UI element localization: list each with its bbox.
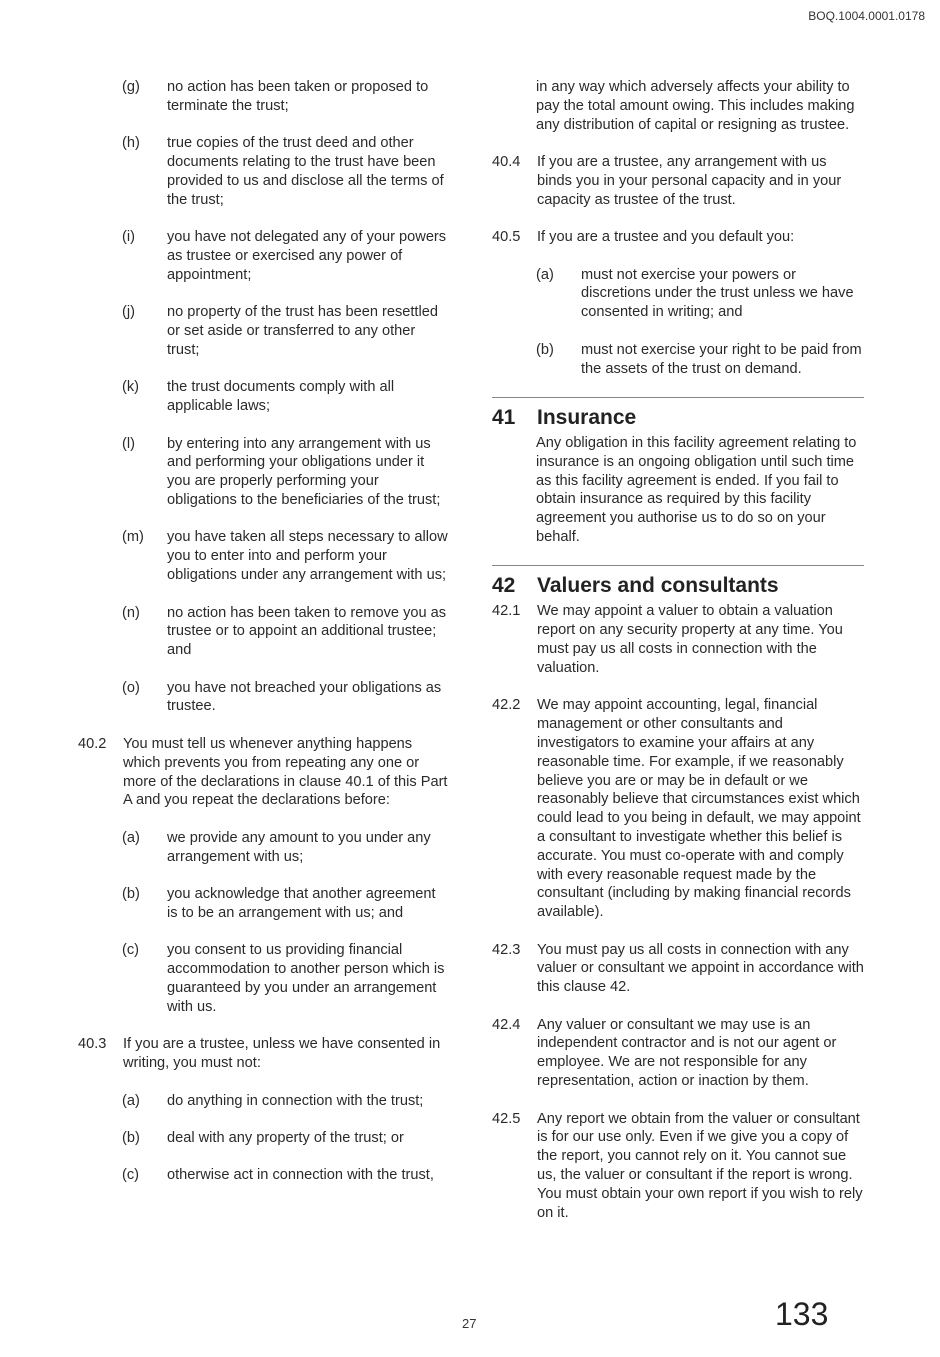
item-text: must not exercise your powers or discretions under the trust unless we have consented in writing; and: [581, 266, 854, 321]
clause-item: [78, 1092, 450, 1111]
item-number: (k): [122, 379, 140, 396]
clause-text: Any report we obtain from the valuer or consultant is for our use only. Even if we give you a copy of the report, you cannot rely on it. You cannot sue us, the valuer or consultant if the report is wrong. You must obtain your own report if you wish to rely on it.: [537, 1110, 863, 1221]
item-text: you consent to us providing financial accommodation to another person which is guaranteed by you under an arrangement with us.: [167, 942, 445, 1015]
section-number: 41: [492, 406, 516, 429]
item-number: (o): [122, 679, 140, 696]
item-text: true copies of the trust deed and other documents relating to the trust have been provided to us and disclose all the terms of the trust;: [167, 135, 444, 208]
clause-42-1: [492, 602, 864, 677]
item-text: you have not breached your obligations as trustee.: [167, 679, 442, 715]
left-column: [78, 78, 450, 1204]
clause-40-3-continuation: in any way which adversely affects your ability to pay the total amount owing. This includes making any distribution of capital or resigning as trustee.: [536, 79, 855, 133]
clause-item: [492, 341, 864, 379]
item-number: (n): [122, 604, 140, 621]
clause-number: 42.4: [492, 1016, 521, 1033]
clause-item: [78, 435, 450, 510]
item-number: (c): [122, 1167, 140, 1184]
item-number: (h): [122, 135, 140, 152]
clause-number: 42.5: [492, 1110, 521, 1127]
clause-number: 40.4: [492, 154, 521, 171]
clause-42-3: [492, 941, 864, 997]
clause-text: We may appoint accounting, legal, financial management or other consultants and investigators to examine your affairs at any reasonable time. For example, if we reasonably believe you are or may be in default or we reasonably believe that circumstances exist which could lead to you being in default, we may appoint a consultant to investigate whether this belief is accurate. You must co-operate with and comply with every reasonable request made by the consultant (including by making financial records available).: [537, 697, 861, 921]
clause-number: 42.2: [492, 697, 521, 714]
clause-number: 42.1: [492, 603, 521, 620]
clause-item: [492, 266, 864, 322]
item-number: (c): [122, 942, 140, 959]
clause-number: 40.5: [492, 229, 521, 246]
item-text: the trust documents comply with all applicable laws;: [167, 379, 395, 415]
section-title: Valuers and consultants: [537, 574, 779, 598]
section-title: Insurance: [537, 406, 637, 429]
clause-text: We may appoint a valuer to obtain a valuation report on any security property at any time. You must pay us all costs in connection with the valuation.: [537, 603, 843, 676]
section-41: [492, 397, 864, 547]
clause-42-2: [492, 696, 864, 922]
item-text: we provide any amount to you under any arrangement with us;: [167, 829, 431, 865]
section-heading: [492, 406, 864, 430]
item-text: you have not delegated any of your powers as trustee or exercised any power of appointment;: [167, 229, 447, 283]
item-number: (g): [122, 79, 140, 95]
item-number: (b): [122, 886, 140, 903]
item-text: by entering into any arrangement with us and performing your obligations under it you are properly performing your obligations to the beneficiaries of the trust;: [167, 435, 441, 508]
clause-item: [78, 528, 450, 584]
clause-40-5: [492, 228, 864, 247]
right-column: [492, 78, 864, 1241]
clause-item: [78, 829, 450, 867]
item-text: no action has been taken or proposed to terminate the trust;: [167, 79, 429, 114]
section-body: Any obligation in this facility agreement relating to insurance is an ongoing obligation until such time as this facility agreement is ended. If you fail to obtain insurance as required by this facility agreement you authorise us to do so on your behalf.: [536, 435, 857, 545]
item-text: deal with any property of the trust; or: [167, 1129, 404, 1146]
clause-item: [78, 1166, 450, 1185]
clause-item: [78, 941, 450, 1016]
item-number: (a): [122, 829, 140, 846]
page-number: 27: [462, 1316, 477, 1331]
clause-42-4: [492, 1016, 864, 1091]
section-heading: [492, 574, 864, 598]
item-number: (l): [122, 435, 135, 452]
clause-number: 40.2: [78, 735, 107, 752]
clause-text: If you are a trustee, any arrangement with us binds you in your personal capacity and in your capacity as trustee of the trust.: [537, 154, 842, 208]
clause-item: [78, 228, 450, 284]
clause-item: [78, 134, 450, 209]
item-number: (a): [536, 266, 554, 283]
clause-text: You must pay us all costs in connection with any valuer or consultant we appoint in accordance with this clause 42.: [537, 941, 864, 996]
item-text: you have taken all steps necessary to allow you to enter into and perform your obligations under any arrangement with us;: [167, 529, 448, 584]
clause-item: [78, 885, 450, 923]
section-number: 42: [492, 574, 516, 598]
clause-text: If you are a trustee and you default you:: [537, 229, 795, 246]
clause-number: 42.3: [492, 941, 521, 958]
clause-text: You must tell us whenever anything happens which prevents you from repeating any one or more of the declarations in clause 40.1 of this Part A and you repeat the declarations before:: [123, 735, 448, 809]
section-42: [492, 565, 864, 1222]
clause-42-5: [492, 1110, 864, 1223]
item-number: (j): [122, 304, 135, 321]
item-text: must not exercise your right to be paid from the assets of the trust on demand.: [581, 341, 862, 377]
item-number: (b): [536, 341, 554, 358]
clause-item: [78, 604, 450, 660]
document-page-number: 133: [775, 1296, 829, 1332]
clause-text: Any valuer or consultant we may use is an independent contractor and is not our agent or employee. We are not responsible for any representation, action or inaction by them.: [537, 1016, 837, 1090]
item-number: (m): [122, 529, 144, 546]
clause-item: [78, 679, 450, 717]
item-text: do anything in connection with the trust;: [167, 1092, 424, 1109]
item-text: otherwise act in connection with the trust,: [167, 1167, 434, 1184]
item-number: (b): [122, 1129, 140, 1146]
clause-40-2: [78, 735, 450, 810]
clause-text: If you are a trustee, unless we have consented in writing, you must not:: [123, 1036, 441, 1072]
item-number: (i): [122, 229, 135, 246]
item-text: you acknowledge that another agreement is to be an arrangement with us; and: [167, 886, 436, 921]
clause-item: [78, 303, 450, 359]
item-text: no property of the trust has been resettled or set aside or transferred to any other trust;: [167, 304, 438, 358]
clause-40-3: [78, 1035, 450, 1073]
item-number: (a): [122, 1092, 140, 1109]
item-text: no action has been taken to remove you as trustee or to appoint an additional trustee; and: [167, 604, 447, 659]
clause-item: [78, 378, 450, 416]
document-id: BOQ.1004.0001.0178: [808, 9, 925, 23]
clause-number: 40.3: [78, 1036, 107, 1053]
clause-item: [78, 78, 450, 116]
clause-item: [78, 1129, 450, 1148]
clause-40-4: [492, 153, 864, 209]
